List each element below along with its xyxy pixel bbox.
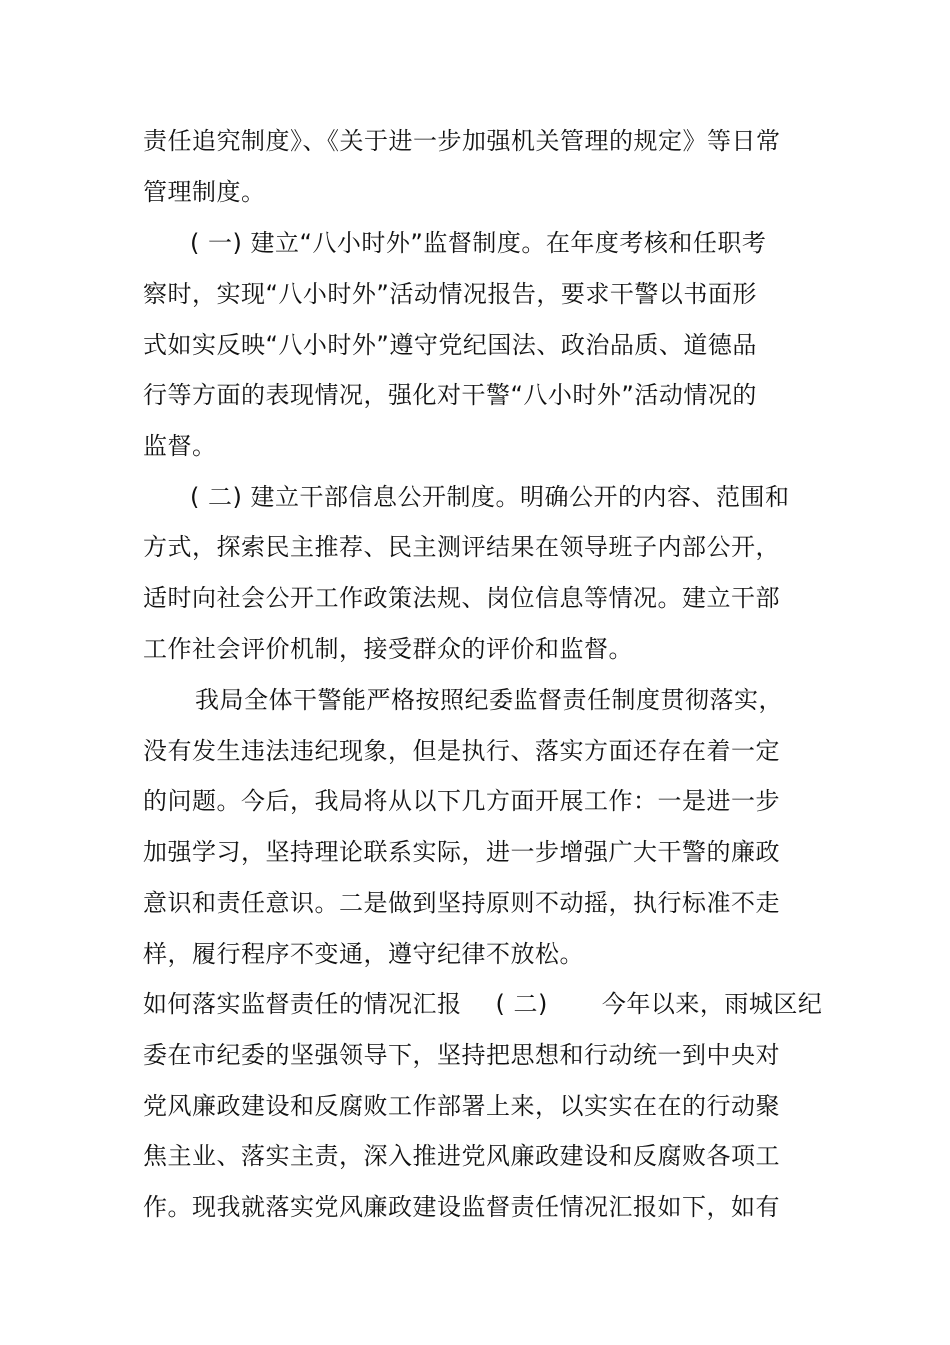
text-line: 方式，探索民主推荐、民主测评结果在领导班子内部公开， xyxy=(143,533,780,561)
text-line: 加强学习，坚持理论联系实际，进一步增强广大干警的廉政 xyxy=(143,838,780,866)
text-line: 党风廉政建设和反腐败工作部署上来，以实实在在的行动聚 xyxy=(143,1092,780,1120)
text-line: 察时，实现“八小时外”活动情况报告，要求干警以书面形 xyxy=(143,280,757,308)
text-line: 适时向社会公开工作政策法规、岗位信息等情况。建立干部 xyxy=(143,584,780,612)
text-line: 监督。 xyxy=(143,432,217,460)
section-number: ( 二) xyxy=(495,990,548,1018)
text-line: 委在市纪委的坚强领导下，坚持把思想和行动统一到中央对 xyxy=(143,1041,780,1069)
text-line: 责任追究制度》、《关于进一步加强机关管理的规定》等日常 xyxy=(143,127,781,155)
text-line: 工作社会评价机制，接受群众的评价和监督。 xyxy=(143,635,633,663)
text-line: 管理制度。 xyxy=(143,178,266,206)
text-line: 样，履行程序不变通，遵守纪律不放松。 xyxy=(143,940,584,968)
text-line: 作。现我就落实党风廉政建设监督责任情况汇报如下，如有 xyxy=(143,1193,780,1221)
section-line: ( 二) 建立干部信息公开制度。明确公开的内容、范围和 xyxy=(190,483,790,511)
text-line: 意识和责任意识。二是做到坚持原则不动摇，执行标准不走 xyxy=(143,889,780,917)
text-line: 的问题。今后，我局将从以下几方面开展工作：一是进一步 xyxy=(143,787,780,815)
paragraph-start-line: 我局全体干警能严格按照纪委监督责任制度贯彻落实， xyxy=(195,686,783,714)
text-line: 没有发生违法违纪现象，但是执行、落实方面还存在着一定 xyxy=(143,737,780,765)
report-title: 如何落实监督责任的情况汇报 xyxy=(143,990,462,1018)
report-heading-line xyxy=(143,989,822,1019)
text-line: 行等方面的表现情况，强化对干警“八小时外”活动情况的 xyxy=(143,381,757,409)
text-line: 焦主业、落实主责，深入推进党风廉政建设和反腐败各项工 xyxy=(143,1142,780,1170)
text-line: 式如实反映“八小时外”遵守党纪国法、政治品质、道德品 xyxy=(143,331,757,359)
report-opening-text: 今年以来，雨城区纪 xyxy=(601,990,823,1018)
section-line: ( 一) 建立“八小时外”监督制度。在年度考核和任职考 xyxy=(190,229,767,257)
